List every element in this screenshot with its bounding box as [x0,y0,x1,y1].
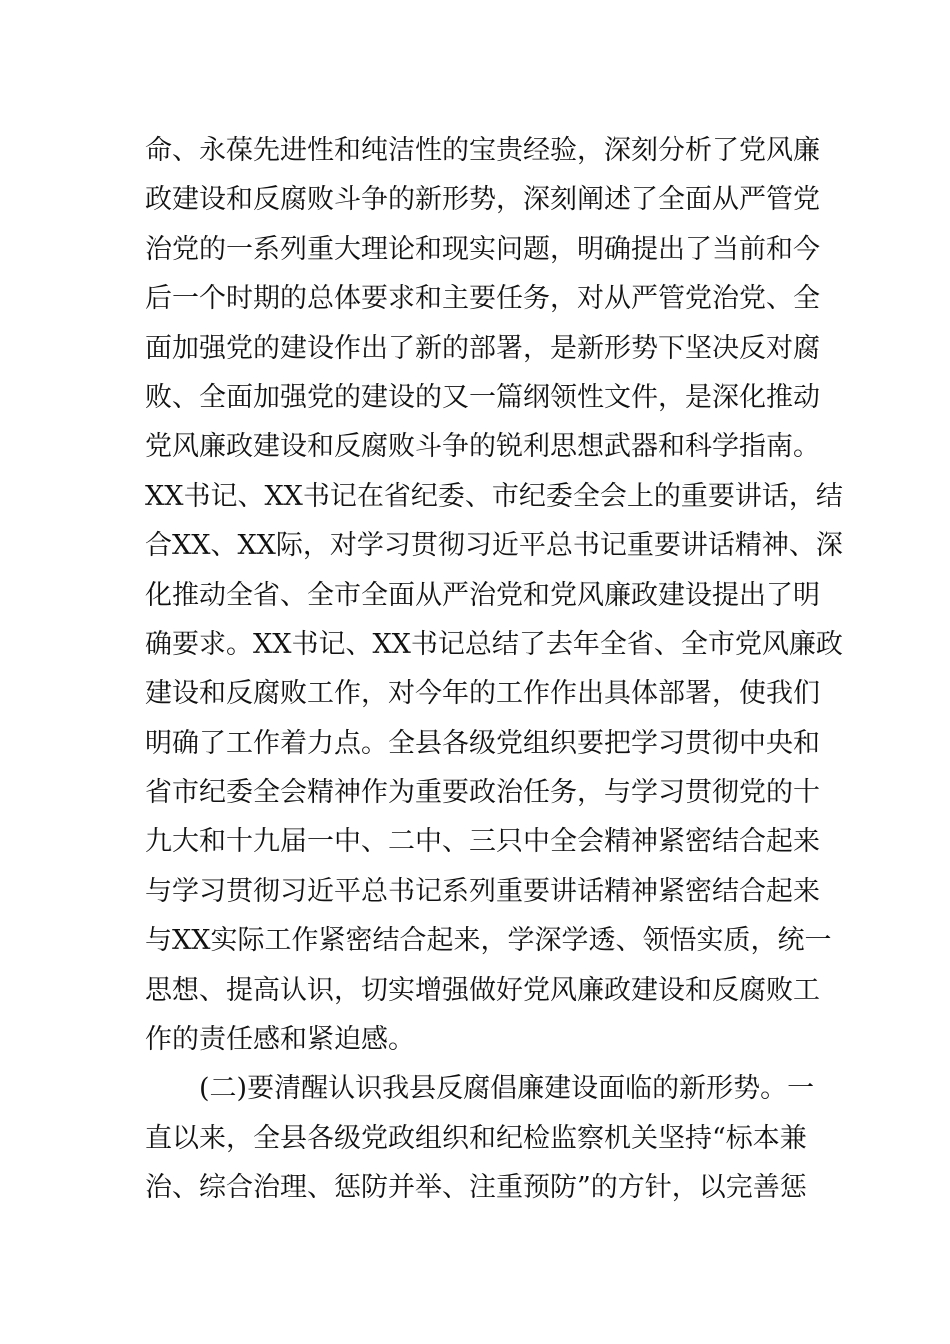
text-line: 合XX、XX际，对学习贯彻习近平总书记重要讲话精神、深 [145,530,843,562]
document-body [145,126,845,1213]
text-line: 党风廉政建设和反腐败斗争的锐利思想武器和科学指南。 [145,431,820,463]
text-line: 政建设和反腐败斗争的新形势，深刻阐述了全面从严管党 [145,184,820,216]
text-line: 与学习贯彻习近平总书记系列重要讲话精神紧密结合起来 [145,875,820,907]
text-line: 与XX实际工作紧密结合起来，学深学透、领悟实质，统一 [145,925,832,957]
text-line: 治党的一系列重大理论和现实问题，明确提出了当前和今 [145,233,820,265]
text-line: 明确了工作着力点。全县各级党组织要把学习贯彻中央和 [145,727,820,759]
text-line: 面加强党的建设作出了新的部署，是新形势下坚决反对腐 [145,332,820,364]
text-line: 建设和反腐败工作，对今年的工作作出具体部署，使我们 [145,678,820,710]
text-line: 治、综合治理、惩防并举、注重预防”的方针，以完善惩 [145,1172,807,1204]
text-line: 确要求。XX书记、XX书记总结了去年全省、全市党风廉政 [145,628,843,660]
section-heading-line: (二)要清醒认识我县反腐倡廉建设面临的新形势。一 [199,1073,815,1105]
text-line: 后一个时期的总体要求和主要任务，对从严管党治党、全 [145,283,820,315]
text-line: 九大和十九届一中、二中、三只中全会精神紧密结合起来 [145,826,820,858]
text-line: 败、全面加强党的建设的又一篇纲领性文件，是深化推动 [145,381,820,413]
text-line: 思想、提高认识，切实增强做好党风廉政建设和反腐败工 [145,974,820,1006]
text-line: 化推动全省、全市全面从严治党和党风廉政建设提出了明 [145,579,820,611]
text-line: XX书记、XX书记在省纪委、市纪委全会上的重要讲话，结 [145,480,843,512]
text-line: 作的责任感和紧迫感。 [145,1024,415,1056]
text-line: 命、永葆先进性和纯洁性的宝贵经验，深刻分析了党风廉 [145,135,820,166]
text-line: 直以来，全县各级党政组织和纪检监察机关坚持“标本兼 [145,1122,807,1154]
text-line: 省市纪委全会精神作为重要政治任务，与学习贯彻党的十 [145,777,820,809]
